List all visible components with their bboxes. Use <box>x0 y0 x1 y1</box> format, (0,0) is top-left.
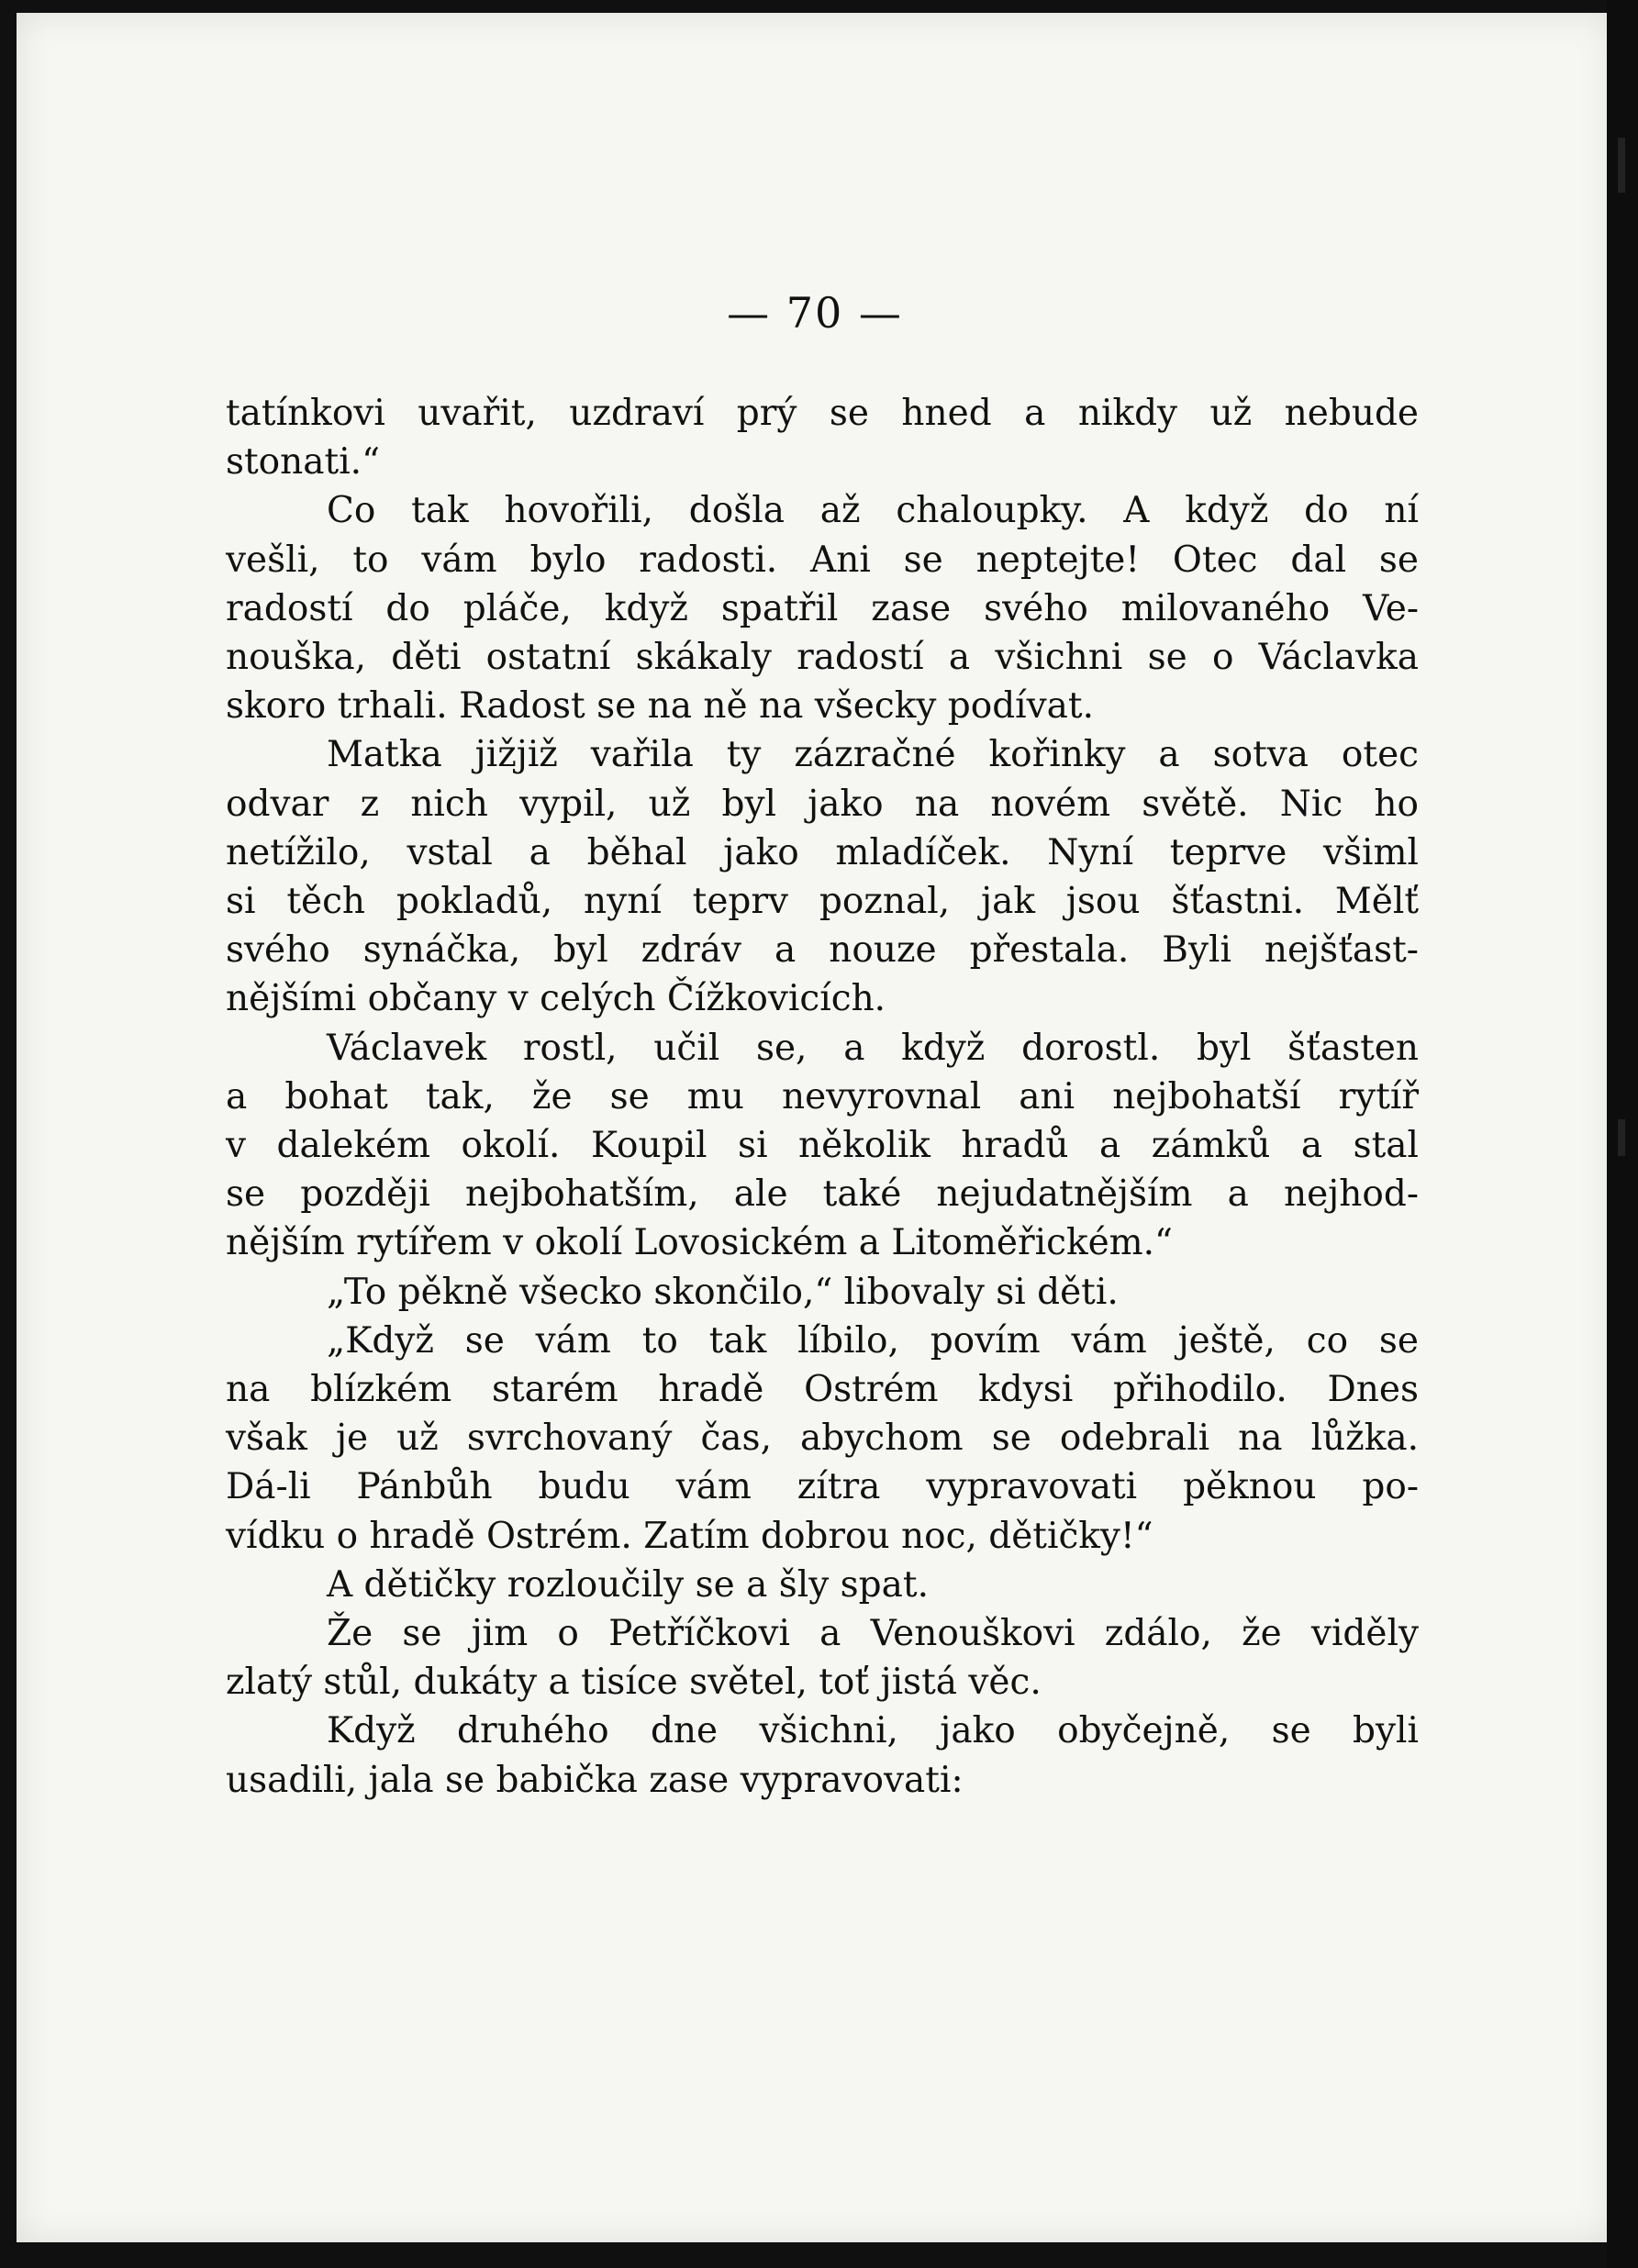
scan-edge <box>1607 0 1638 2268</box>
text-line: „Když se vám to tak líbilo, povím vám ještě, co se <box>327 1319 1419 1362</box>
text-line: stonati.“ <box>226 441 381 484</box>
text-line: tatínkovi uvařit, uzdraví prý se hned a nikdy už nebude <box>226 393 1419 434</box>
text-line: svého synáčka, byl zdráv a nouze přestala. Byli nejšťast- <box>226 929 1419 972</box>
text-line: Václavek rostl, učil se, a když dorostl. byl šťasten <box>327 1027 1419 1069</box>
text-line: Matka jižjiž vařila ty zázračné kořinky a sotva otec <box>327 734 1419 776</box>
text-line: Že se jim o Petříčkovi a Venouškovi zdálo, že viděly <box>327 1613 1419 1655</box>
text-line: Dá-li Pánbůh budu vám zítra vypravovati pěknou po- <box>226 1466 1419 1508</box>
text-line: nějšími občany v celých Čížkovicích. <box>226 978 886 1020</box>
text-line: nějším rytířem v okolí Lovosickém a Litoměřickém.“ <box>226 1222 1173 1264</box>
text-line: zlatý stůl, dukáty a tisíce světel, toť jistá věc. <box>226 1662 1042 1704</box>
edge-mark <box>1618 138 1625 193</box>
text-line: Co tak hovořili, došla až chaloupky. A když do ní <box>327 490 1419 532</box>
text-line: vídku o hradě Ostrém. Zatím dobrou noc, dětičky!“ <box>226 1515 1153 1557</box>
body-text <box>226 389 1419 1805</box>
text-line: skoro trhali. Radost se na ně na všecky podívat. <box>226 685 1094 728</box>
text-line: usadili, jala se babička zase vypravovati: <box>226 1759 964 1801</box>
text-line: „To pěkně všecko skončilo,“ libovaly si děti. <box>327 1271 1119 1313</box>
text-line: odvar z nich vypil, už byl jako na novém světě. Nic ho <box>226 783 1419 825</box>
text-line: a bohat tak, že se mu nevyrovnal ani nejbohatší rytíř <box>226 1075 1419 1117</box>
text-line: si těch pokladů, nyní teprv poznal, jak jsou šťastni. Mělť <box>226 881 1419 923</box>
text-line: netížilo, vstal a běhal jako mladíček. Nyní teprve všiml <box>226 831 1419 873</box>
page-number: — 70 — <box>727 288 903 338</box>
text-line: radostí do pláče, když spatřil zase svého milovaného Ve- <box>226 587 1419 629</box>
text-line: vešli, to vám bylo radosti. Ani se neptejte! Otec dal se <box>226 539 1419 581</box>
edge-mark <box>1618 1119 1625 1156</box>
text-line: nouška, děti ostatní skákaly radostí a všichni se o Václavka <box>226 637 1419 679</box>
text-line: A dětičky rozloučily se a šly spat. <box>327 1563 929 1606</box>
text-line: se později nejbohatším, ale také nejudatnějším a nejhod- <box>226 1173 1419 1216</box>
book-page <box>17 13 1613 2242</box>
text-line: na blízkém starém hradě Ostrém kdysi přihodilo. Dnes <box>226 1369 1419 1411</box>
text-line: v dalekém okolí. Koupil si několik hradů a zámků a stal <box>226 1125 1419 1167</box>
text-line: však je už svrchovaný čas, abychom se odebrali na lůžka. <box>226 1418 1419 1460</box>
text-line: Když druhého dne všichni, jako obyčejně, se byli <box>327 1710 1419 1752</box>
